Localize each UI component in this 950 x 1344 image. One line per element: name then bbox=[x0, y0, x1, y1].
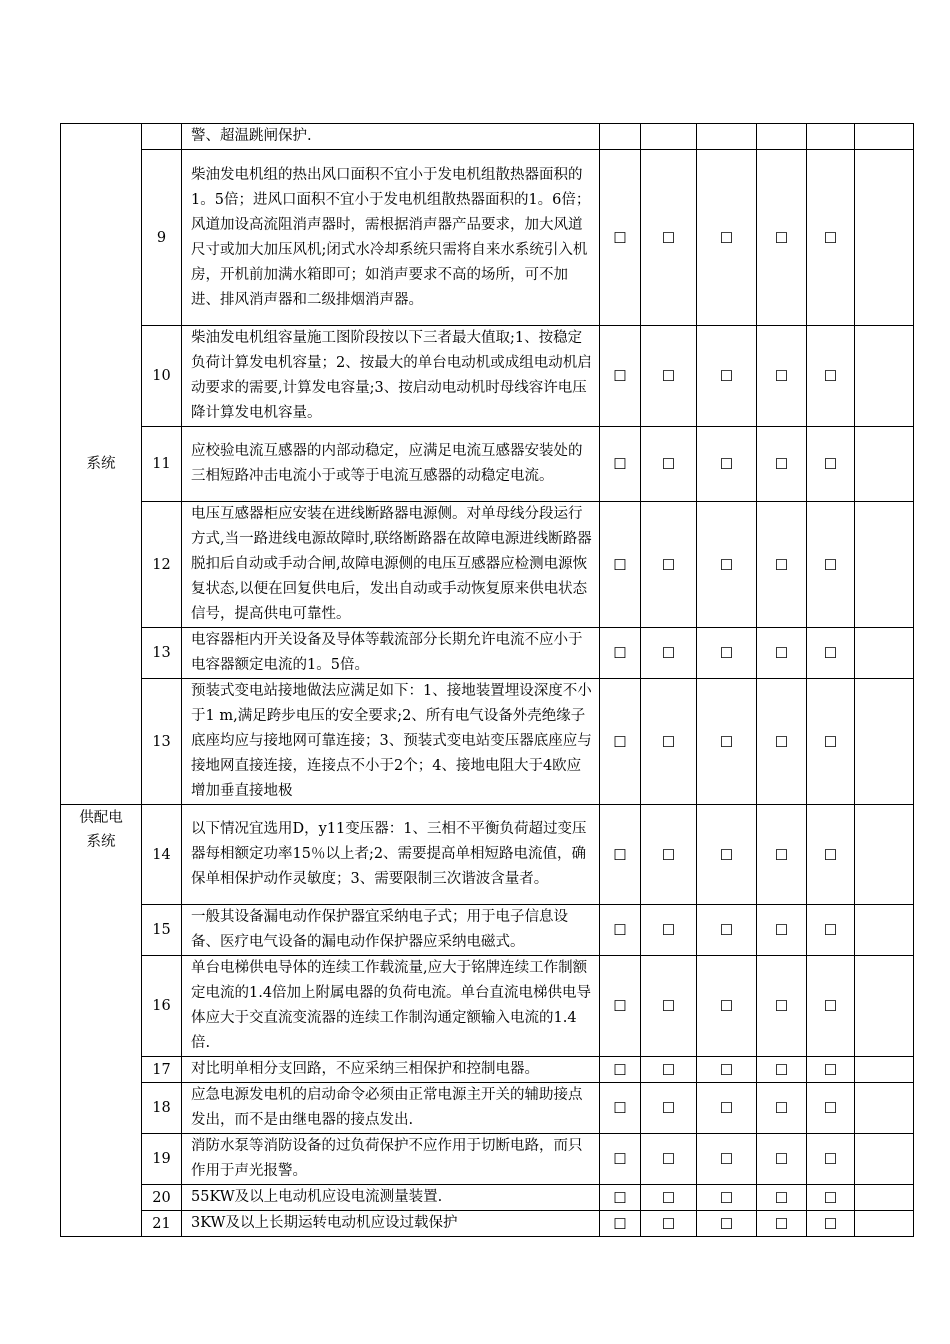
checkbox[interactable]: ☐ bbox=[600, 1083, 641, 1134]
checkbox[interactable]: ☐ bbox=[757, 1211, 807, 1237]
checkbox[interactable]: ☐ bbox=[600, 1134, 641, 1185]
empty-cell bbox=[855, 502, 914, 628]
checkbox[interactable]: ☐ bbox=[641, 1211, 697, 1237]
checkbox[interactable]: ☐ bbox=[641, 150, 697, 326]
checkbox[interactable]: ☐ bbox=[757, 628, 807, 679]
row-number: 13 bbox=[142, 679, 182, 805]
table-row bbox=[61, 1185, 914, 1211]
checkbox[interactable]: ☐ bbox=[757, 805, 807, 905]
table-row bbox=[61, 628, 914, 679]
checkbox[interactable]: ☐ bbox=[757, 905, 807, 956]
checkbox[interactable]: ☐ bbox=[757, 427, 807, 502]
table-row bbox=[61, 905, 914, 956]
category-cell bbox=[61, 805, 142, 1237]
empty-cell bbox=[855, 1185, 914, 1211]
checkbox[interactable]: ☐ bbox=[757, 150, 807, 326]
checkbox[interactable]: ☐ bbox=[600, 628, 641, 679]
checkbox[interactable]: ☐ bbox=[600, 502, 641, 628]
checkbox[interactable]: ☐ bbox=[600, 805, 641, 905]
row-text: 对比明单相分支回路，不应采纳三相保护和控制电器。 bbox=[182, 1057, 600, 1083]
table-row bbox=[61, 326, 914, 427]
checkbox[interactable]: ☐ bbox=[807, 427, 855, 502]
row-number bbox=[142, 124, 182, 150]
table-row bbox=[61, 1211, 914, 1237]
row-text: 单台电梯供电导体的连续工作载流量,应大于铭牌连续工作制额定电流的1.4倍加上附属电器的负荷电流。单台直流电梯供电导体应大于交直流变流器的连续工作制沟通定额输入电流的1.4倍. bbox=[182, 956, 600, 1057]
checkbox[interactable]: ☐ bbox=[757, 502, 807, 628]
empty-cell bbox=[855, 427, 914, 502]
checkbox[interactable]: ☐ bbox=[807, 805, 855, 905]
row-number: 9 bbox=[142, 150, 182, 326]
empty-cell bbox=[807, 124, 855, 150]
checkbox[interactable]: ☐ bbox=[641, 502, 697, 628]
checkbox[interactable]: ☐ bbox=[757, 326, 807, 427]
checkbox[interactable]: ☐ bbox=[757, 1134, 807, 1185]
empty-cell bbox=[697, 124, 757, 150]
row-text: 警、超温跳闸保护. bbox=[182, 124, 600, 150]
row-number: 12 bbox=[142, 502, 182, 628]
table-row bbox=[61, 1134, 914, 1185]
checkbox[interactable]: ☐ bbox=[600, 150, 641, 326]
checkbox[interactable]: ☐ bbox=[641, 326, 697, 427]
row-text: 一般其设备漏电动作保护器宜采纳电子式；用于电子信息设备、医疗电气设备的漏电动作保护器应采纳电磁式。 bbox=[182, 905, 600, 956]
row-number: 21 bbox=[142, 1211, 182, 1237]
checkbox[interactable]: ☐ bbox=[600, 679, 641, 805]
checkbox[interactable]: ☐ bbox=[641, 1057, 697, 1083]
table-row bbox=[61, 805, 914, 905]
row-text: 柴油发电机组的热出风口面积不宜小于发电机组散热器面积的1。5倍；进风口面积不宜小于发电机组散热器面积的1。6倍；风道加设高流阻消声器时，需根据消声器产品要求，加大风道尺寸或加大加压风机;闭式水冷却系统只需将自来水系统引入机房，开机前加满水箱即可；如消声要求不高的场所，可不加进、排风消声器和二级排烟消声器。 bbox=[182, 150, 600, 326]
checkbox[interactable]: ☐ bbox=[697, 956, 757, 1057]
checkbox[interactable]: ☐ bbox=[807, 326, 855, 427]
row-number: 11 bbox=[142, 427, 182, 502]
table-row bbox=[61, 124, 914, 150]
checkbox[interactable]: ☐ bbox=[807, 1083, 855, 1134]
empty-cell bbox=[641, 124, 697, 150]
checkbox[interactable]: ☐ bbox=[697, 679, 757, 805]
row-text: 应校验电流互感器的内部动稳定，应满足电流互感器安装处的三相短路冲击电流小于或等于电流互感器的动稳定电流。 bbox=[182, 427, 600, 502]
checkbox[interactable]: ☐ bbox=[600, 905, 641, 956]
empty-cell bbox=[855, 805, 914, 905]
row-number: 10 bbox=[142, 326, 182, 427]
table-row bbox=[61, 679, 914, 805]
checkbox[interactable]: ☐ bbox=[600, 1211, 641, 1237]
category-cell: 系统 bbox=[61, 124, 142, 805]
empty-cell bbox=[855, 1134, 914, 1185]
checkbox[interactable]: ☐ bbox=[807, 628, 855, 679]
checkbox[interactable]: ☐ bbox=[807, 150, 855, 326]
empty-cell bbox=[757, 124, 807, 150]
row-number: 13 bbox=[142, 628, 182, 679]
checkbox[interactable]: ☐ bbox=[600, 1185, 641, 1211]
checkbox[interactable]: ☐ bbox=[697, 1134, 757, 1185]
row-number: 14 bbox=[142, 805, 182, 905]
empty-cell bbox=[855, 1211, 914, 1237]
checkbox[interactable]: ☐ bbox=[697, 905, 757, 956]
empty-cell bbox=[600, 124, 641, 150]
checkbox[interactable]: ☐ bbox=[807, 679, 855, 805]
table-row bbox=[61, 150, 914, 326]
empty-cell bbox=[855, 956, 914, 1057]
checkbox[interactable]: ☐ bbox=[757, 956, 807, 1057]
checkbox[interactable]: ☐ bbox=[641, 1134, 697, 1185]
checkbox[interactable]: ☐ bbox=[807, 502, 855, 628]
row-text: 预装式变电站接地做法应满足如下：1、接地装置埋设深度不小于1 m,满足跨步电压的安全要求;2、所有电气设备外壳绝缘子底座均应与接地网可靠连接；3、预装式变电站变压器底座应与接地网直接连接，连接点不小于2个；4、接地电阻大于4欧应增加垂直接地极 bbox=[182, 679, 600, 805]
row-text: 电压互感器柜应安装在进线断路器电源侧。对单母线分段运行方式,当一路进线电源故障时,联络断路器在故障电源进线断路器脱扣后自动或手动合闸,故障电源侧的电压互感器应检测电源恢复状态,以便在回复供电后，发出自动或手动恢复原来供电状态信号，提高供电可靠性。 bbox=[182, 502, 600, 628]
row-text: 以下情况宜选用D，y11变压器：1、三相不平衡负荷超过变压器每相额定功率15％以上者;2、需要提高单相短路电流值，确保单相保护动作灵敏度；3、需要限制三次谐波含量者。 bbox=[182, 805, 600, 905]
table-row bbox=[61, 956, 914, 1057]
row-text: 消防水泵等消防设备的过负荷保护不应作用于切断电路，而只作用于声光报警。 bbox=[182, 1134, 600, 1185]
row-text: 55KW及以上电动机应设电流测量装置. bbox=[182, 1185, 600, 1211]
checkbox[interactable]: ☐ bbox=[757, 1083, 807, 1134]
checkbox[interactable]: ☐ bbox=[697, 150, 757, 326]
row-text: 3KW及以上长期运转电动机应设过载保护 bbox=[182, 1211, 600, 1237]
table-row bbox=[61, 502, 914, 628]
empty-cell bbox=[855, 150, 914, 326]
empty-cell bbox=[855, 628, 914, 679]
checkbox[interactable]: ☐ bbox=[600, 1057, 641, 1083]
checkbox[interactable]: ☐ bbox=[807, 1057, 855, 1083]
empty-cell bbox=[855, 1057, 914, 1083]
row-text: 柴油发电机组容量施工图阶段按以下三者最大值取;1、按稳定负荷计算发电机容量；2、按最大的单台电动机或成组电动机启动要求的需要,计算发电容量;3、按启动电动机时母线容许电压降计算发电机容量。 bbox=[182, 326, 600, 427]
checkbox[interactable]: ☐ bbox=[697, 427, 757, 502]
checkbox[interactable]: ☐ bbox=[697, 628, 757, 679]
checkbox[interactable]: ☐ bbox=[641, 628, 697, 679]
row-number: 16 bbox=[142, 956, 182, 1057]
checkbox[interactable]: ☐ bbox=[697, 326, 757, 427]
empty-cell bbox=[855, 1083, 914, 1134]
checkbox[interactable]: ☐ bbox=[641, 805, 697, 905]
checkbox[interactable]: ☐ bbox=[697, 1083, 757, 1134]
checkbox[interactable]: ☐ bbox=[600, 427, 641, 502]
checkbox[interactable]: ☐ bbox=[757, 1185, 807, 1211]
checkbox[interactable]: ☐ bbox=[600, 956, 641, 1057]
row-number: 17 bbox=[142, 1057, 182, 1083]
table-row bbox=[61, 1057, 914, 1083]
checkbox[interactable]: ☐ bbox=[641, 679, 697, 805]
checkbox[interactable]: ☐ bbox=[697, 502, 757, 628]
table-row bbox=[61, 1083, 914, 1134]
checkbox[interactable]: ☐ bbox=[697, 1211, 757, 1237]
checkbox[interactable]: ☐ bbox=[641, 956, 697, 1057]
checkbox[interactable]: ☐ bbox=[757, 1057, 807, 1083]
checklist-table bbox=[60, 123, 914, 1237]
checkbox[interactable]: ☐ bbox=[641, 427, 697, 502]
checkbox[interactable]: ☐ bbox=[641, 1185, 697, 1211]
empty-cell bbox=[855, 679, 914, 805]
checkbox[interactable]: ☐ bbox=[600, 326, 641, 427]
checkbox[interactable]: ☐ bbox=[641, 905, 697, 956]
checkbox[interactable]: ☐ bbox=[807, 1185, 855, 1211]
row-text: 应急电源发电机的启动命令必须由正常电源主开关的辅助接点发出，而不是由继电器的接点发出. bbox=[182, 1083, 600, 1134]
empty-cell bbox=[855, 124, 914, 150]
empty-cell bbox=[855, 905, 914, 956]
table-row bbox=[61, 427, 914, 502]
checkbox[interactable]: ☐ bbox=[807, 956, 855, 1057]
row-text: 电容器柜内开关设备及导体等载流部分长期允许电流不应小于电容器额定电流的1。5倍。 bbox=[182, 628, 600, 679]
checkbox[interactable]: ☐ bbox=[641, 1083, 697, 1134]
row-number: 15 bbox=[142, 905, 182, 956]
checkbox[interactable]: ☐ bbox=[807, 1134, 855, 1185]
empty-cell bbox=[855, 326, 914, 427]
row-number: 20 bbox=[142, 1185, 182, 1211]
row-number: 19 bbox=[142, 1134, 182, 1185]
checkbox[interactable]: ☐ bbox=[697, 805, 757, 905]
row-number: 18 bbox=[142, 1083, 182, 1134]
checkbox[interactable]: ☐ bbox=[807, 1211, 855, 1237]
checkbox[interactable]: ☐ bbox=[757, 679, 807, 805]
checkbox[interactable]: ☐ bbox=[807, 905, 855, 956]
category-label: 供配电系统 bbox=[79, 810, 123, 850]
checkbox[interactable]: ☐ bbox=[697, 1057, 757, 1083]
checkbox[interactable]: ☐ bbox=[697, 1185, 757, 1211]
